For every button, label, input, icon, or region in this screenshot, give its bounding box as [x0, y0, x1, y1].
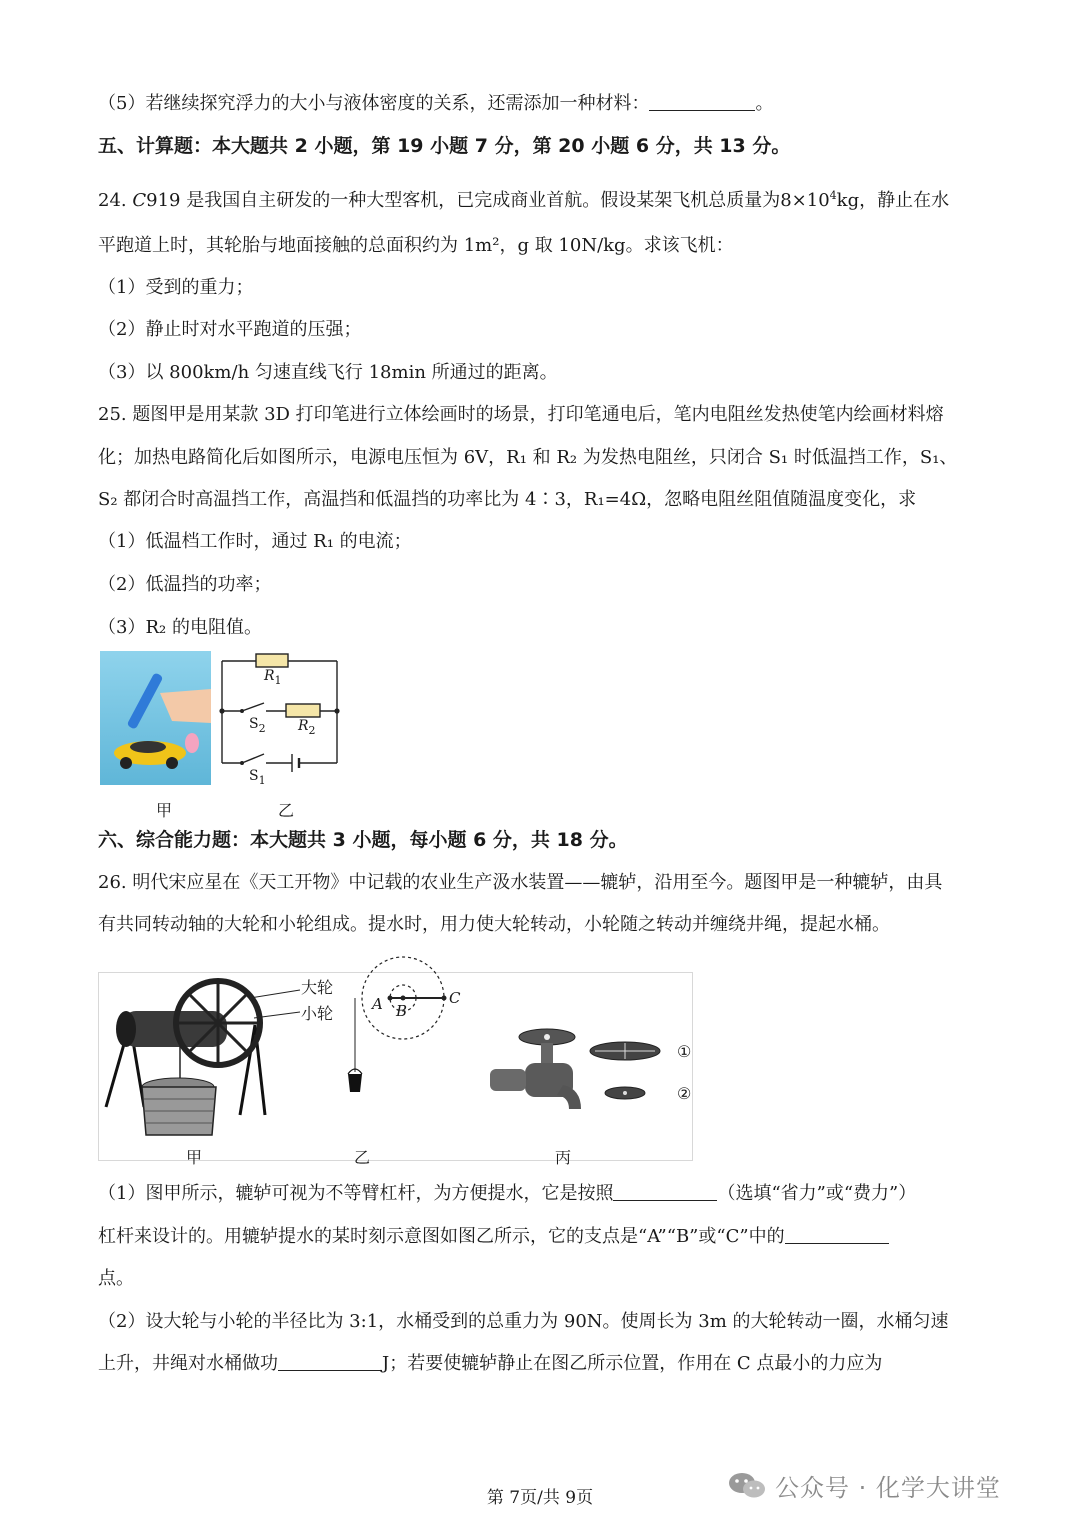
faucet-pipe — [490, 1069, 526, 1091]
q25-line1: 25. 题图甲是用某款 3D 打印笔进行立体绘画时的场景，打印笔通电后，笔内电阻丝发热使笔内绘画材料熔 — [98, 404, 944, 425]
q26-part1-line3: 点。 — [98, 1268, 134, 1289]
wheel-axle-schematic — [335, 950, 455, 1110]
circle-1-label: ① — [677, 1042, 692, 1061]
q26-line2: 有共同转动轴的大轮和小轮组成。提水时，用力使大轮转动，小轮随之转动并缠绕井绳，提起水桶。 — [98, 914, 890, 935]
point-a-label: A — [372, 995, 383, 1013]
bucket — [348, 1074, 362, 1092]
big-wheel-label: 大轮 — [301, 978, 334, 997]
answer-blank[interactable] — [649, 92, 755, 111]
q26-part1-line2: 杠杆来设计的。用辘轳提水的某时刻示意图如图乙所示，它的支点是“A”“B”或“C”中的 — [98, 1225, 889, 1249]
q24-line2: 平跑道上时，其轮胎与地面接触的总面积约为 1m²，g 取 10N/kg。求该飞机： — [98, 235, 734, 256]
point-c-dot — [442, 996, 447, 1001]
point-b-label: B — [396, 1002, 408, 1020]
section5-heading: 五、计算题：本大题共 2 小题，第 19 小题 7 分，第 20 小题 6 分，共 13 分。 — [98, 135, 791, 157]
r2-resistor — [286, 704, 320, 717]
q26-fig-a-label: 甲 — [186, 1148, 203, 1167]
q25-part3: （3）R₂ 的电阻值。 — [98, 617, 262, 638]
q26-fig-c-label: 丙 — [555, 1148, 572, 1167]
answer-blank[interactable] — [613, 1182, 717, 1201]
q25-part2: （2）低温挡的功率； — [98, 574, 272, 595]
q23-part5: （5）若继续探究浮力的大小与液体密度的关系，还需添加一种材料： 。 — [98, 93, 774, 114]
q26-part1-line1: （1）图甲所示，辘轳可视为不等臂杠杆，为方便提水，它是按照 （选填“省力”或“费力”） — [98, 1183, 917, 1204]
small-wheel-label: 小轮 — [301, 1004, 334, 1023]
3d-pen-photo — [100, 651, 211, 785]
faucet-drawing — [485, 1025, 670, 1130]
q24-part2: （2）静止时对水平跑道的压强； — [98, 319, 362, 340]
q26-part2-line2: 上升，井绳对水桶做功 J；若要使辘轳静止在图乙所示位置，作用在 C 点最小的力应为 — [98, 1353, 883, 1374]
point-a-dot — [388, 996, 393, 1001]
wechat-icon — [727, 1470, 767, 1500]
circuit-diagram — [212, 648, 352, 798]
q26-part2-line1: （2）设大轮与小轮的半径比为 3:1，水桶受到的总重力为 90N。使周长为 3m 的大轮转动一圈，水桶匀速 — [98, 1311, 949, 1332]
s1-switch — [242, 754, 264, 763]
answer-blank[interactable] — [278, 1352, 382, 1371]
circle-2-label: ② — [677, 1084, 692, 1103]
r1-label: $R_1$ — [264, 668, 282, 687]
q25-part1: （1）低温档工作时，通过 R₁ 的电流； — [98, 531, 412, 552]
q25-line2: 化；加热电路简化后如图所示，电源电压恒为 6V，R₁ 和 R₂ 为发热电阻丝，只闭合 S₁ 时低温挡工作，S₁、 — [98, 447, 958, 468]
s1-label: $S_1$ — [249, 768, 266, 787]
page-number: 第 7页/共 9页 — [486, 1488, 594, 1508]
point-b-dot — [401, 996, 406, 1001]
q26-fig-b-label: 乙 — [354, 1148, 371, 1167]
rabbit-toy-shape — [185, 733, 199, 753]
r1-resistor — [256, 654, 288, 667]
q24-line1: 24. C919 是我国自主研发的一种大型客机，已完成商业首航。假设某架飞机总质量为$8\times 10^4kg$，静止在水 — [98, 189, 950, 211]
q25-line3: S₂ 都闭合时高温挡工作，高温挡和低温挡的功率比为 4∶3，R₁=4Ω，忽略电阻丝阻值随温度变化，求 — [98, 489, 917, 510]
answer-blank[interactable] — [785, 1225, 889, 1244]
s2-switch — [242, 703, 264, 711]
s2-label: $S_2$ — [249, 716, 266, 735]
q24-part1: （1）受到的重力； — [98, 277, 254, 298]
watermark-text: 公众号 · 化学大讲堂 — [775, 1474, 1001, 1502]
q25-fig-a-label: 甲 — [156, 801, 173, 820]
q25-fig-b-label: 乙 — [278, 801, 295, 820]
q26-line1: 26. 明代宋应星在《天工开物》中记载的农业生产汲水装置——辘轳，沿用至今。题图甲是一种辘轳，由具 — [98, 872, 943, 893]
point-c-label: C — [449, 989, 461, 1007]
q24-part3: （3）以 800km/h 匀速直线飞行 18min 所通过的距离。 — [98, 362, 558, 383]
section6-heading: 六、综合能力题：本大题共 3 小题，每小题 6 分，共 18 分。 — [98, 829, 628, 851]
r2-label: $R_2$ — [298, 718, 316, 737]
